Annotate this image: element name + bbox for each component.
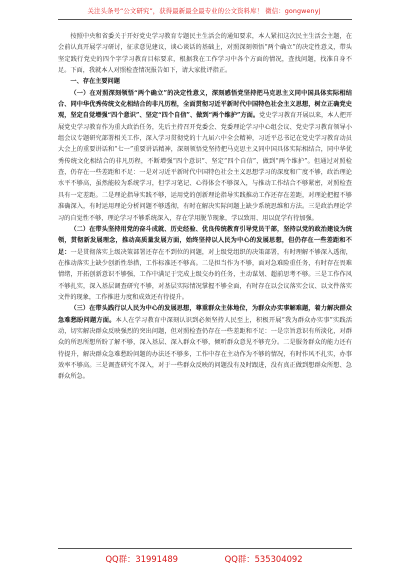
document-body	[58, 31, 352, 383]
point-three-body: 本人在学习教育中深刻认识到必须坚持人民至上，积极开展“我为群众办实事”实践活动，切实解决群众反映强烈的突出问题，但对照检查仍存在一些差距和不足：一是宗旨意识有所淡化，对群众的所思所想所盼了解不够，深入基层、深入群众不够，倾听群众意见不够充分。二是服务群众的能力还有待提升，解决群众急难愁盼问题的办法还不够多，工作中存在主动作为不够的情况，有时作风不扎实，办事效率不够高。三是调查研究不深入，对于一些群众反映的问题没有及时跟进，没有真正做到想群众所想、急群众所急。	[58, 316, 353, 381]
footer-qq-group-1: QQ群：31991489	[105, 554, 178, 564]
point-one-body: 党史学习教育开展以来，本人把开展党史学习教育作为重大政治任务，先后主持召开党委会、党委理论学习中心组会议、党史学习教育领导小组会议专题研究部署相关工作，深入学习贯彻党的十九届六中全会精神，习近平总书记在党史学习教育动员大会上的重要讲话和“七一”重要讲话精神，深刻领悟党坚持把马克思主义同中国具体实际相结合，同中华优秀传统文化相结合的非凡历程，不断增强“四个意识”、坚定“四个自信”，做到“两个维护”。但通过对照检查，仍存在一些差距和不足：一是对习近平新时代中国特色社会主义思想学习的深度和广度不够，政治理论水平不够高，虽然能较为系统学习，但学习笔记、心得体会不够深入，与推动工作结合不够紧密，对照检查具有一定差距。二是理论指导实践不够，运用党的创新理论指导实践推动工作还存在差距，对理论把握不够准确深入，有时运用理论分析问题不够透彻，有时在解决实际问题上缺少系统思维和方法。三是政治理论学习的自觉性不够，理论学习不够系统深入，存在学用脱节现象，学以致用、用以促学有待加强。	[58, 112, 353, 222]
header-rule	[58, 19, 352, 20]
point-two-paragraph	[58, 224, 352, 303]
footer-qq-group-2: QQ群：535304092	[224, 554, 303, 564]
point-two-title: （二）在带头坚持用党的奋斗成就、历史经验、优良传统教育引导党员干部，坚持以党的政治建设为统领，贯彻新发展理念，推动高质量发展方面，始终坚持以人民为中心的发展思想，但仍存在一些差距和不足：	[58, 225, 352, 256]
point-three-paragraph	[58, 303, 352, 382]
point-three-title: （三）在带头践行以人民为中心的发展思想，尊重群众主体地位，为群众办实事解难题，着力解决群众急难愁盼问题方面。	[58, 305, 352, 324]
point-one-title: （一）在对照深刻领悟“两个确立”的决定性意义，深刻感悟党坚持把马克思主义同中国具体实际相结合、同中华优秀传统文化相结合的非凡历程，全面贯彻习近平新时代中国特色社会主义思想，树立正确党史观，坚定自觉增强“四个意识”、坚定“四个自信”、做到“两个维护”方面。	[58, 89, 352, 120]
header-watermark: 关注头条号“公文研究”，获得最新最全最专业的公文资料库！ 微信：gongwenyj	[87, 7, 321, 15]
footer-contacts	[0, 553, 408, 565]
footer-rule	[58, 548, 352, 549]
intro-paragraph: 按照中央和省委关于开好党史学习教育专题民主生活会的通知要求，本人紧扣这次民主生活会主题，在会前认真开展学习研讨，征求意见建议，谈心谈话的基础上，对照深刻领悟“两个确立”的决定性意义，带头坚定践行党史的四个字学习教育目标要求，根据我在工作学习中各个方面的情况，查找问题，找准自身不足。下面，我就本人对照检查情况报告如下，请大家批评指正。	[58, 33, 352, 75]
section-heading: 一、存在主要问题	[70, 78, 120, 86]
point-one-paragraph	[58, 88, 352, 224]
point-two-body: 一是贯彻落实上级决策部署还存在不到位的问题，对上级党组织的决策部署，有时理解不够深入透彻，在推动落实上缺少创新性举措，工作标准还不够高。二是担当作为不够，面对急难险重任务，有时存在畏难情绪，开拓创新意识不够强，工作中满足于完成上级交办的任务，主动谋划、超前思考不够。三是工作作风不够扎实，深入基层调查研究不够，对基层实际情况掌握不够全面，有时存在以会议落实会议、以文件落实文件的现象，工作推进力度和成效还有待提升。	[58, 248, 352, 301]
